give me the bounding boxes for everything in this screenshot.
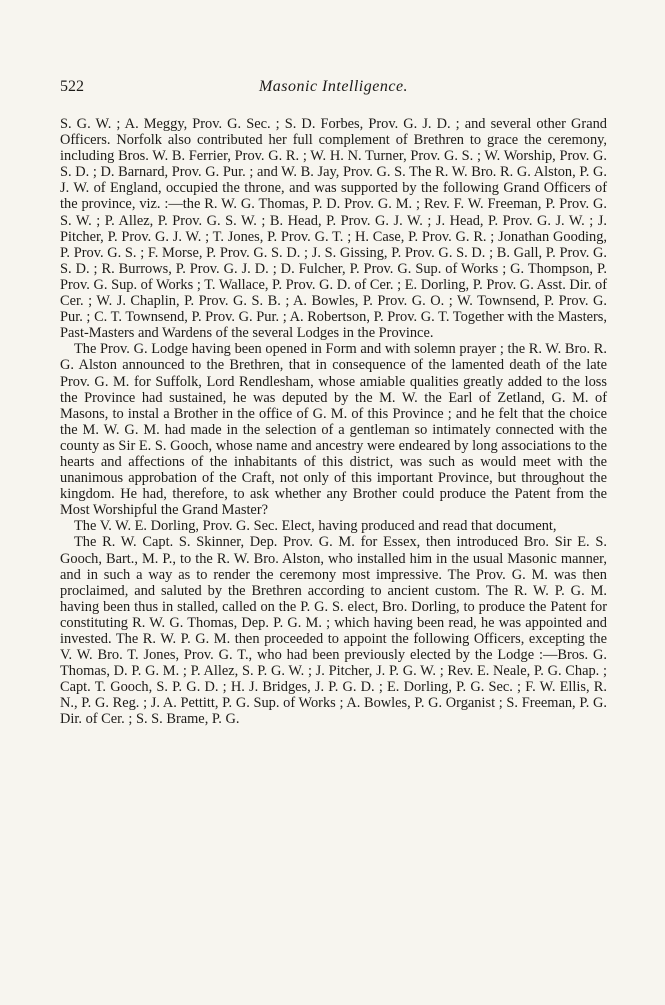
paragraph-2: The Prov. G. Lodge having been opened in Form and with solemn prayer ; the R. W. Bro. R. G. Alston announced to the Brethren, that in consequence of the lamented death of the late Prov. G. M. for Suffolk, Lord Rendlesham, whose amiable qualities greatly added to the loss the Province had sustained, he was deputed by the M. W. the Earl of Zetland, G. M. of Masons, to instal a Brother in the office of G. M. of this Province ; and he felt that the choice the M. W. G. M. had made in the selection of a gentleman so intimately connected with the county as Sir E. S. Gooch, whose name and ancestry were endeared by long associations to the hearts and affections of the inhabitants of this district, was such as would meet with the unanimous approbation of the Craft, not only of this important Province, but throughout the kingdom. He had, therefore, to ask whether any Brother could produce the Patent from the Most Worshipful the Grand Master? xyxy=(60,341,607,519)
paragraph-3: The V. W. E. Dorling, Prov. G. Sec. Elect, having produced and read that document, xyxy=(74,518,557,535)
article-body xyxy=(60,116,607,728)
paragraph-4: The R. W. Capt. S. Skinner, Dep. Prov. G. M. for Essex, then introduced Bro. Sir E. S. Gooch, Bart., M. P., to the R. W. Bro. Alston, who installed him in the usual Masonic manner, and in such a way as to render the ceremony most impressive. The Prov. G. M. was then proclaimed, and saluted by the Brethren according to ancient custom. The R. W. P. G. M. having been thus in stalled, called on the P. G. S. elect, Bro. Dorling, to produce the Patent for constituting R. W. G. Thomas, Dep. P. G. M. ; which having been read, he was appointed and invested. The R. W. P. G. M. then proceeded to appoint the following Officers, excepting the V. W. Bro. T. Jones, Prov. G. T., who had been previously elected by the Lodge :—Bros. G. Thomas, D. P. G. M. ; P. Allez, S. P. G. W. ; J. Pitcher, J. P. G. W. ; Rev. E. Neale, P. G. Chap. ; Capt. T. Gooch, S. P. G. D. ; H. J. Bridges, J. P. G. D. ; E. Dorling, P. G. Sec. ; F. W. Ellis, R. N., P. G. Reg. ; J. A. Pettitt, P. G. Sup. of Works ; A. Bowles, P. G. Organist ; S. Freeman, P. G. Dir. of Cer. ; S. S. Brame, P. G. xyxy=(60,534,607,728)
page-number: 522 xyxy=(60,78,84,95)
running-title: Masonic Intelligence. xyxy=(258,78,409,95)
page-header xyxy=(60,78,607,102)
paragraph-1: S. G. W. ; A. Meggy, Prov. G. Sec. ; S. D. Forbes, Prov. G. J. D. ; and several other Grand Officers. Norfolk also contributed her full complement of Brethren to grace the ceremony, including Bros. W. B. Ferrier, Prov. G. R. ; W. H. N. Turner, Prov. G. S. ; W. Worship, Prov. G. S. D. ; D. Barnard, Prov. G. Pur. ; and W. B. Jay, Prov. G. S. The R. W. Bro. R. G. Alston, P. G. J. W. of England, occupied the throne, and was supported by the following Grand Officers of the province, viz. :—the R. W. G. Thomas, P. D. Prov. G. M. ; Rev. F. W. Freeman, P. Prov. G. S. W. ; P. Allez, P. Prov. G. S. W. ; B. Head, P. Prov. G. J. W. ; J. Head, P. Prov. G. J. W. ; J. Pitcher, P. Prov. G. J. W. ; T. Jones, P. Prov. G. T. ; H. Case, P. Prov. G. R. ; Jonathan Gooding, P. Prov. G. S. ; F. Morse, P. Prov. G. S. D. ; J. S. Gissing, P. Prov. G. S. D. ; B. Gall, P. Prov. G. S. D. ; R. Burrows, P. Prov. G. J. D. ; D. Fulcher, P. Prov. G. Sup. of Works ; G. Thompson, P. Prov. G. Sup. of Works ; T. Wallace, P. Prov. G. D. of Cer. ; E. Dorling, P. Prov. G. Asst. Dir. of Cer. ; W. J. Chaplin, P. Prov. G. S. B. ; A. Bowles, P. Prov. G. O. ; W. Townsend, P. Prov. G. Pur. ; C. T. Townsend, P. Prov. G. Pur. ; A. Robertson, P. Prov. G. T. Together with the Masters, Past-Masters and Wardens of the several Lodges in the Province. xyxy=(60,116,607,342)
